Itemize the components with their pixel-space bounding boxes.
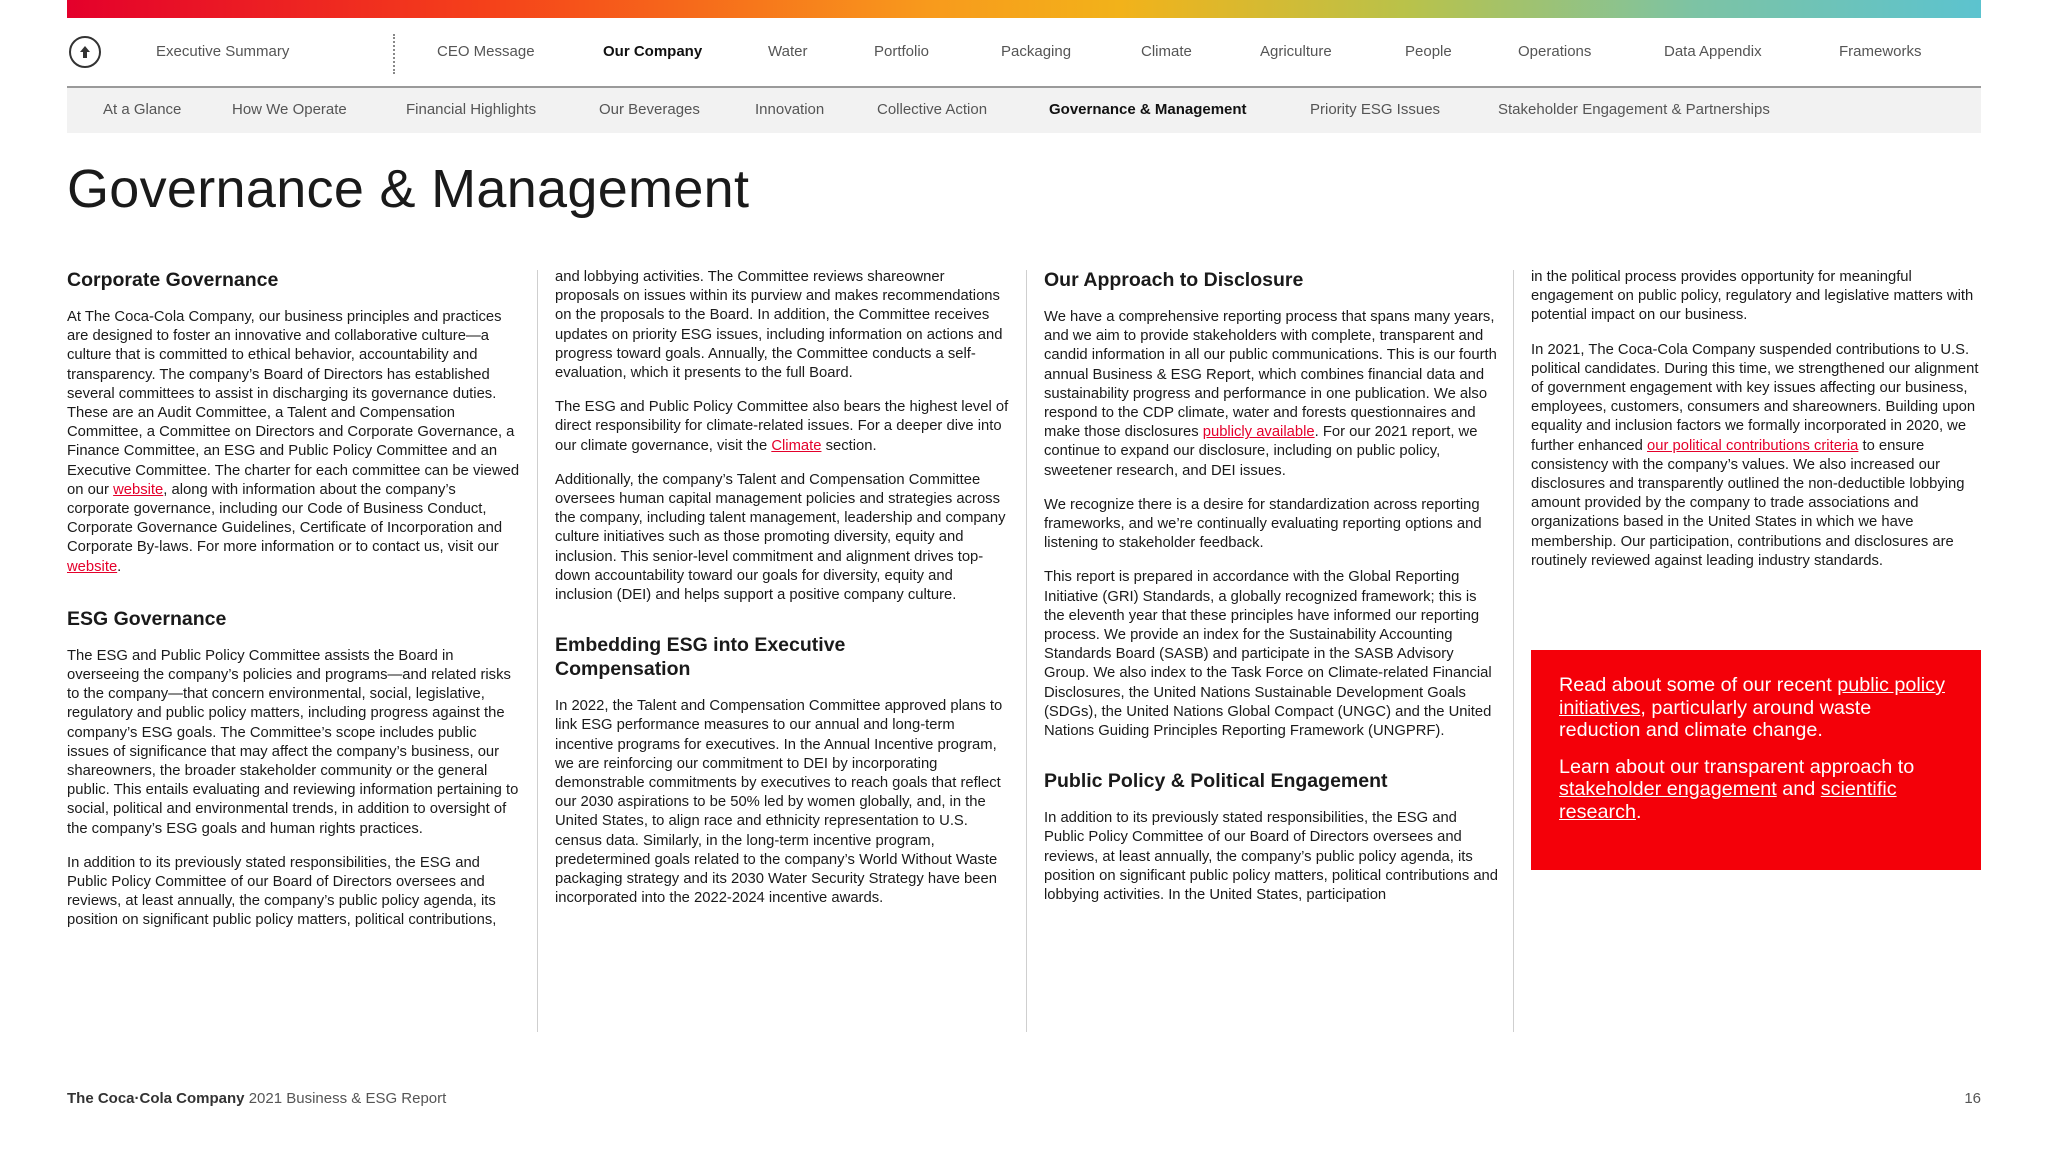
subnav-priority-esg-issues[interactable]: Priority ESG Issues bbox=[1310, 101, 1441, 118]
heading-approach-to-disclosure: Our Approach to Disclosure bbox=[1044, 269, 1304, 291]
top-navigation bbox=[67, 18, 1981, 88]
page-title: Governance & Management bbox=[67, 159, 750, 219]
subnav-collective-action[interactable]: Collective Action bbox=[877, 101, 988, 118]
public-policy-initiatives-link[interactable]: public policy initiatives bbox=[1559, 674, 1945, 719]
subnav-innovation[interactable]: Innovation bbox=[755, 101, 825, 118]
subnav-governance-management[interactable]: Governance & Management bbox=[1049, 101, 1247, 118]
callout-box bbox=[1531, 650, 1981, 870]
paragraph: Additionally, the company’s Talent and Compensation Committee oversees human capital management policies and strategies across the company, including talent management, leadership and company culture initiatives such as those promoting diversity, equity and inclusion. This senior-level commitment and alignment drives top-down accountability toward our goals for diversity, equity and inclusion (DEI) and helps support a positive company culture. bbox=[555, 471, 1006, 604]
nav-climate[interactable]: Climate bbox=[1141, 43, 1192, 60]
paragraph: At The Coca-Cola Company, our business principles and practices are designed to foster an innovative and collaborative culture—a culture that is committed to ethical behavior, accountability and transparency. The company’s Board of Directors has established several committees to assist in discharging its governance duties. These are an Audit Committee, a Talent and Compensation Committee, a Committee on Directors and Corporate Governance, a Finance Committee, an ESG and Public Policy Committee and an Executive Committee. The charter for each committee can be viewed on our website, along with information about the company’s corporate governance, including our Code of Business Conduct, Corporate Governance Guidelines, Certificate of Incorporation and Corporate By-laws. For more information or to contact us, visit our website. bbox=[67, 309, 520, 575]
nav-divider bbox=[393, 34, 395, 74]
political-contributions-link[interactable]: our political contributions criteria bbox=[1647, 437, 1859, 454]
heading-esg-governance: ESG Governance bbox=[67, 607, 227, 630]
nav-water[interactable]: Water bbox=[768, 43, 808, 60]
nav-frameworks[interactable]: Frameworks bbox=[1839, 43, 1922, 60]
column-divider bbox=[537, 270, 538, 1032]
nav-executive-summary[interactable]: Executive Summary bbox=[156, 43, 290, 60]
footer-report-title: The Coca·Cola Company 2021 Business & ESG Report bbox=[67, 1090, 447, 1107]
column-divider bbox=[1026, 270, 1027, 1032]
subnav-stakeholder-engagement[interactable]: Stakeholder Engagement & Partnerships bbox=[1498, 101, 1770, 118]
paragraph: This report is prepared in accordance with the Global Reporting Initiative (GRI) Standards, a globally recognized framework; this is the eleventh year that these principles have informed our reporting process. We provide an index for the Sustainability Accounting Standards Board (SASB) and participate in the SASB Advisory Group. We also index to the Task Force on Climate-related Financial Disclosures, the United Nations Sustainable Development Goals (SDGs), the United Nations Global Compact (UNGC) and the United Nations Guiding Principles Reporting Framework (UNGPRF). bbox=[1044, 569, 1492, 740]
subnav-at-a-glance[interactable]: At a Glance bbox=[103, 101, 182, 118]
sub-navigation bbox=[67, 88, 1981, 133]
column-divider bbox=[1513, 270, 1514, 1032]
callout-paragraph: Read about some of our recent public policy initiatives, particularly around waste reduction and climate change. bbox=[1559, 674, 1945, 741]
subnav-how-we-operate[interactable]: How We Operate bbox=[232, 101, 347, 118]
website-contact-link[interactable]: website bbox=[67, 558, 118, 575]
paragraph: In 2021, The Coca-Cola Company suspended contributions to U.S. political candidates. During this time, we strengthened our alignment of government engagement with key issues affecting our business, employees, customers, consumers and shareowners. Building upon equality and inclusion factors we formally incorporated in 2020, we further enhanced our political contributions criteria to ensure consistency with the company’s values. We also increased our disclosures and transparently outlined the non-deductible lobbying amount provided by the company to trade associations and organizations based in the United States in which we have membership. Our participation, contributions and disclosures are routinely reviewed against leading industry standards. bbox=[1531, 341, 1979, 569]
nav-people[interactable]: People bbox=[1405, 43, 1452, 60]
column-4 bbox=[1531, 268, 1983, 586]
subnav-financial-highlights[interactable]: Financial Highlights bbox=[406, 101, 537, 118]
paragraph: The ESG and Public Policy Committee assists the Board in overseeing the company’s policies and programs—and related risks to the company—that concern environmental, social, legislative, regulatory and public policy matters, including progress against the company’s ESG goals. The Committee’s scope includes public issues of significance that may affect the company’s business, our shareowners, the broader stakeholder community or the general public. This entails evaluating and reviewing information pertaining to social, political and environmental trends, in addition to oversight of the company’s ESG goals and human rights practices. bbox=[67, 647, 519, 837]
publicly-available-link[interactable]: publicly available bbox=[1202, 424, 1315, 441]
callout-paragraph: Learn about our transparent approach to stakeholder engagement and scientific research. bbox=[1559, 755, 1915, 823]
paragraph: We recognize there is a desire for standardization across reporting frameworks, and we’re continually evaluating reporting options and listening to stakeholder feedback. bbox=[1044, 496, 1482, 552]
paragraph: and lobbying activities. The Committee reviews shareowner proposals on issues within its purview and makes recommendations on the proposals to the Board. In addition, the Committee receives updates on priority ESG issues, including information on actions and progress toward goals. Annually, the Committee conducts a self-evaluation, which it presents to the full Board. bbox=[555, 269, 1003, 382]
column-1 bbox=[67, 268, 522, 946]
subnav-our-beverages[interactable]: Our Beverages bbox=[599, 101, 700, 118]
nav-ceo-message[interactable]: CEO Message bbox=[437, 43, 535, 60]
website-link[interactable]: website bbox=[113, 481, 164, 498]
nav-our-company[interactable]: Our Company bbox=[603, 43, 703, 60]
paragraph: In addition to its previously stated responsibilities, the ESG and Public Policy Committee of our Board of Directors oversees and reviews, at least annually, the company’s public policy agenda, its position on significant public policy matters, political contributions and lobbying activities. In the United States, participation bbox=[1044, 810, 1499, 904]
column-2 bbox=[555, 268, 1011, 923]
paragraph: We have a comprehensive reporting process that spans many years, and we aim to provide stakeholders with complete, transparent and candid information in all our public communications. This is our fourth annual Business & ESG Report, which combines financial data and sustainability progress and performance in one publication. We also respond to the CDP climate, water and forests questionnaires and make those disclosures publicly available. For our 2021 report, we continue to expand our disclosure, including on public policy, sweetener research, and DEI issues. bbox=[1044, 309, 1497, 479]
climate-link[interactable]: Climate bbox=[771, 437, 822, 454]
heading-corporate-governance: Corporate Governance bbox=[67, 269, 279, 291]
footer-company-name: The Coca·Cola Company bbox=[67, 1090, 245, 1107]
heading-public-policy: Public Policy & Political Engagement bbox=[1044, 770, 1388, 793]
brand-gradient-bar bbox=[67, 0, 1981, 18]
arrow-up-circle-icon bbox=[77, 44, 93, 60]
page-number: 16 bbox=[1964, 1090, 1981, 1107]
nav-agriculture[interactable]: Agriculture bbox=[1260, 43, 1332, 60]
nav-packaging[interactable]: Packaging bbox=[1001, 43, 1072, 60]
nav-operations[interactable]: Operations bbox=[1518, 43, 1592, 60]
paragraph: in the political process provides opportunity for meaningful engagement on public policy, regulatory and legislative matters with potential impact on our business. bbox=[1531, 269, 1974, 324]
paragraph: The ESG and Public Policy Committee also bears the highest level of direct responsibility for climate-related issues. For a deeper dive into our climate governance, visit the Climate section. bbox=[555, 399, 1009, 454]
scientific-research-link[interactable]: scientific research bbox=[1559, 778, 1897, 823]
back-to-top-button[interactable] bbox=[69, 36, 101, 68]
paragraph: In 2022, the Talent and Compensation Committee approved plans to link ESG performance measures to our annual and long-term incentive programs for executives. In the Annual Incentive program, we are reinforcing our commitment to DEI by incorporating demonstrable commitments by executives to reach goals that reflect our 2030 aspirations to be 50% led by women globally, and, in the United States, to align race and ethnicity representation to U.S. census data. Similarly, in the long-term incentive program, predetermined goals related to the company’s World Without Waste packaging strategy and its 2030 Water Security Strategy have been incorporated into the 2022-2024 incentive awards. bbox=[555, 698, 1003, 907]
nav-data-appendix[interactable]: Data Appendix bbox=[1664, 43, 1762, 60]
stakeholder-engagement-link[interactable]: stakeholder engagement bbox=[1559, 778, 1777, 800]
nav-portfolio[interactable]: Portfolio bbox=[874, 43, 930, 60]
heading-executive-compensation: Embedding ESG into Executive Compensation bbox=[555, 634, 846, 681]
paragraph: In addition to its previously stated responsibilities, the ESG and Public Policy Committee of our Board of Directors oversees and reviews, at least annually, the company’s public policy agenda, its position on significant public policy matters, political contributions, bbox=[67, 854, 497, 929]
column-3 bbox=[1044, 268, 1499, 920]
